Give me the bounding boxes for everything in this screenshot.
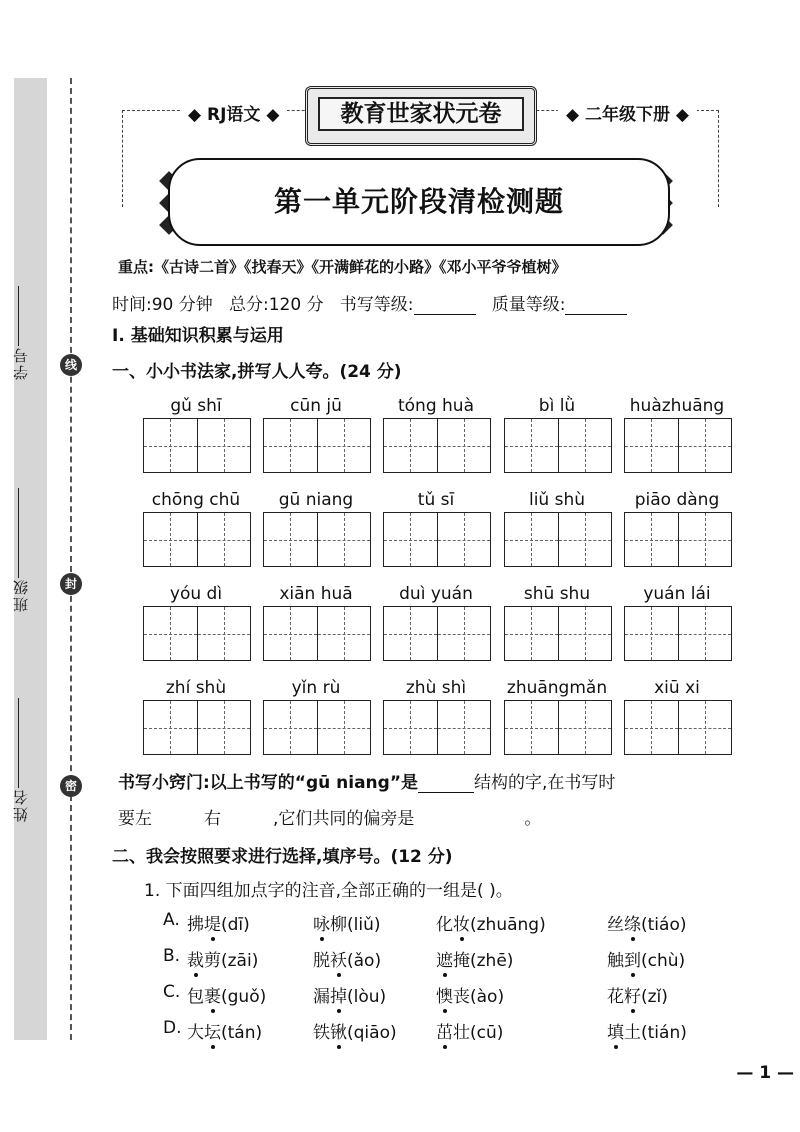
tianzige-cell[interactable]	[264, 607, 318, 660]
word-char: 漏	[313, 987, 330, 1007]
writing-box[interactable]	[383, 700, 491, 755]
radical-blank[interactable]	[414, 811, 524, 829]
option-word	[436, 946, 513, 971]
pinyin-label: duì yuán	[399, 584, 473, 604]
tianzige-cell[interactable]	[438, 419, 491, 472]
dotted-char: 遮	[436, 946, 453, 971]
tianzige-cell[interactable]	[679, 513, 732, 566]
word-char: 脱	[313, 951, 330, 971]
name-label: 姓名	[12, 788, 30, 822]
subject-tag: ◆ RJ语文 ◆	[180, 100, 287, 125]
pinyin-label: shū shu	[523, 584, 591, 604]
tianzige-cell[interactable]	[679, 701, 732, 754]
pinyin-annotation: (chù)	[641, 951, 686, 971]
tianzige-cell[interactable]	[198, 607, 251, 660]
tianzige-cell[interactable]	[264, 513, 318, 566]
writing-box[interactable]	[383, 512, 491, 567]
student-id-label: 学号	[12, 346, 30, 380]
writing-box[interactable]	[143, 700, 251, 755]
pinyin-label: bì lǜ	[538, 396, 576, 416]
word-char: 触	[607, 951, 624, 971]
writing-box[interactable]	[624, 606, 732, 661]
word-char: 柳	[330, 915, 347, 935]
tianzige-cell[interactable]	[625, 513, 679, 566]
pinyin-label: zhí shù	[165, 678, 227, 698]
tianzige-cell[interactable]	[198, 513, 251, 566]
option-word	[187, 1018, 262, 1043]
tianzige-cell[interactable]	[505, 513, 559, 566]
pinyin-annotation: (cū)	[470, 1023, 504, 1043]
tianzige-cell[interactable]	[318, 513, 371, 566]
tip-text-1: 书写小窍门:以上书写的“gū niang”是	[118, 773, 419, 793]
tianzige-cell[interactable]	[438, 701, 491, 754]
writing-box[interactable]	[504, 700, 612, 755]
q1-title: 一、小小书法家,拼写人人夸。(24 分)	[112, 362, 402, 382]
quality-grade-blank[interactable]	[565, 296, 627, 315]
pinyin-annotation: (ào)	[470, 987, 505, 1007]
tianzige-cell[interactable]	[438, 607, 491, 660]
writing-box[interactable]	[143, 606, 251, 661]
pinyin-annotation: (tián)	[641, 1023, 687, 1043]
pinyin-label: liǔ shù	[528, 490, 586, 510]
tianzige-cell[interactable]	[384, 513, 438, 566]
pinyin-label: piāo dàng	[634, 490, 720, 510]
option-word	[436, 1018, 503, 1043]
subject-label: RJ语文	[207, 105, 261, 125]
dotted-char: 籽	[624, 982, 641, 1007]
pinyin-annotation: (zǐ)	[641, 987, 668, 1007]
tianzige-cell[interactable]	[438, 513, 491, 566]
option-word	[187, 982, 266, 1007]
writing-box[interactable]	[504, 606, 612, 661]
pinyin-label: cūn jū	[290, 396, 342, 416]
tianzige-cell[interactable]	[384, 419, 438, 472]
tip-text-1-end: 结构的字,在书写时	[474, 773, 616, 793]
option-word	[313, 982, 386, 1007]
time-text: 时间:90 分钟	[112, 295, 213, 315]
word-char: 花	[607, 987, 624, 1007]
word-char: 剪	[204, 951, 221, 971]
option-label: A.	[163, 910, 180, 930]
dotted-char: 袄	[330, 946, 347, 971]
option-label: D.	[163, 1018, 182, 1038]
option-word	[607, 1018, 687, 1043]
word-char: 铁	[313, 1023, 330, 1043]
word-char: 壮	[453, 1023, 470, 1043]
writing-box[interactable]	[263, 606, 371, 661]
tianzige-cell[interactable]	[559, 607, 612, 660]
pinyin-label: huàzhuāng	[629, 396, 725, 416]
option-word	[607, 982, 668, 1007]
tip-text-2a: 要左	[118, 809, 152, 829]
option-word	[313, 1018, 397, 1043]
tianzige-cell[interactable]	[318, 419, 371, 472]
structure-blank[interactable]	[418, 774, 474, 793]
tianzige-cell[interactable]	[384, 607, 438, 660]
grade-tag: ◆ 二年级下册 ◆	[558, 100, 697, 125]
pinyin-annotation: (zhē)	[470, 951, 514, 971]
pinyin-annotation: (dī)	[221, 915, 250, 935]
option-word	[187, 910, 250, 935]
pinyin-annotation: (liǔ)	[347, 915, 381, 935]
tianzige-cell[interactable]	[144, 701, 198, 754]
pinyin-annotation: (zāi)	[221, 951, 259, 971]
word-char: 拂	[187, 915, 204, 935]
dotted-char: 坛	[204, 1018, 221, 1043]
cut-line	[70, 78, 72, 1040]
q2-title: 二、我会按照要求进行选择,填序号。(12 分)	[112, 847, 453, 867]
writing-box[interactable]	[624, 512, 732, 567]
pinyin-annotation: (ǎo)	[347, 951, 382, 971]
writing-box[interactable]	[263, 418, 371, 473]
pinyin-label: yuán lái	[643, 584, 711, 604]
tip-line-2	[118, 804, 541, 829]
pinyin-annotation: (qiāo)	[347, 1023, 397, 1043]
left-blank[interactable]	[152, 811, 204, 829]
pinyin-annotation: (guǒ)	[221, 987, 267, 1007]
option-label: C.	[163, 982, 181, 1002]
dotted-char: 妆	[453, 910, 470, 935]
tip-text-2b: 右	[204, 809, 221, 829]
q2-sub1: 1. 下面四组加点字的注音,全部正确的一组是( )。	[144, 881, 513, 901]
tianzige-cell[interactable]	[559, 419, 612, 472]
tianzige-cell[interactable]	[198, 419, 251, 472]
tianzige-cell[interactable]	[318, 701, 371, 754]
word-char: 丝	[607, 915, 624, 935]
writing-grade-blank[interactable]	[414, 296, 476, 315]
option-word	[607, 910, 686, 935]
writing-box[interactable]	[143, 418, 251, 473]
seal-seal: 封	[60, 573, 82, 595]
dotted-char: 咏	[313, 910, 330, 935]
tianzige-cell[interactable]	[144, 607, 198, 660]
tianzige-cell[interactable]	[264, 701, 318, 754]
writing-box[interactable]	[504, 418, 612, 473]
option-word	[607, 946, 685, 971]
tip-text-2-end: 。	[524, 809, 542, 829]
tianzige-cell[interactable]	[679, 607, 732, 660]
tianzige-cell[interactable]	[198, 701, 251, 754]
word-char: 大	[187, 1023, 204, 1043]
word-char: 化	[436, 915, 453, 935]
pinyin-label: tǔ sī	[417, 490, 455, 510]
right-blank[interactable]	[221, 811, 273, 829]
tianzige-cell[interactable]	[318, 607, 371, 660]
word-char: 丧	[453, 987, 470, 1007]
pinyin-annotation: (tán)	[221, 1023, 263, 1043]
seal-line: 线	[60, 354, 82, 376]
dotted-char: 裹	[204, 982, 221, 1007]
brand-banner	[305, 86, 537, 146]
pinyin-annotation: (tiáo)	[641, 915, 687, 935]
tianzige-cell[interactable]	[264, 419, 318, 472]
page-title: 第一单元阶段清检测题	[273, 185, 564, 218]
pinyin-label: yǐn rù	[291, 678, 341, 698]
tianzige-cell[interactable]	[144, 419, 198, 472]
option-label: B.	[163, 946, 181, 966]
student-id-field[interactable]	[10, 258, 50, 408]
class-field[interactable]	[10, 470, 50, 630]
tianzige-cell[interactable]	[679, 419, 732, 472]
tianzige-cell[interactable]	[559, 701, 612, 754]
dotted-char: 掉	[330, 982, 347, 1007]
pinyin-label: xiān huā	[279, 584, 353, 604]
tianzige-cell[interactable]	[144, 513, 198, 566]
pinyin-annotation: (lòu)	[347, 987, 387, 1007]
tianzige-cell[interactable]	[505, 419, 559, 472]
pinyin-annotation: (zhuāng)	[470, 915, 546, 935]
seal-secret: 密	[60, 775, 82, 797]
name-field[interactable]	[10, 680, 50, 840]
dotted-char: 堤	[204, 910, 221, 935]
part-heading: Ⅰ. 基础知识积累与运用	[112, 326, 284, 346]
dotted-char: 裁	[187, 946, 204, 971]
option-word	[436, 982, 504, 1007]
focus-line: 重点:《古诗二首》《找春天》《开满鲜花的小路》《邓小平爷爷植树》	[118, 258, 567, 276]
quality-grade-label: 质量等级:	[491, 295, 566, 315]
score-text: 总分:120 分	[228, 295, 324, 315]
writing-box[interactable]	[383, 418, 491, 473]
word-char: 包	[187, 987, 204, 1007]
pinyin-label: yóu dì	[169, 584, 223, 604]
tianzige-cell[interactable]	[625, 607, 679, 660]
option-word	[313, 910, 381, 935]
tianzige-cell[interactable]	[505, 701, 559, 754]
pinyin-label: zhù shì	[405, 678, 467, 698]
brand-text: 教育世家状元卷	[318, 97, 524, 131]
tianzige-cell[interactable]	[384, 701, 438, 754]
tianzige-cell[interactable]	[625, 701, 679, 754]
pinyin-label: gǔ shī	[170, 396, 222, 416]
dotted-char: 到	[624, 946, 641, 971]
option-word	[436, 910, 546, 935]
option-word	[313, 946, 381, 971]
dotted-char: 懊	[436, 982, 453, 1007]
pinyin-label: xiū xi	[654, 678, 700, 698]
writing-box[interactable]	[143, 512, 251, 567]
option-word	[187, 946, 258, 971]
dotted-char: 锹	[330, 1018, 347, 1043]
writing-box[interactable]	[624, 418, 732, 473]
dotted-char: 茁	[436, 1018, 453, 1043]
word-char: 土	[624, 1023, 641, 1043]
pinyin-label: chōng chū	[151, 490, 241, 510]
pinyin-label: tóng huà	[397, 396, 474, 416]
word-char: 掩	[453, 951, 470, 971]
exam-meta	[112, 290, 627, 315]
pinyin-label: zhuāngmǎn	[506, 678, 608, 698]
dotted-char: 填	[607, 1018, 624, 1043]
writing-box[interactable]	[504, 512, 612, 567]
writing-box[interactable]	[263, 700, 371, 755]
writing-box[interactable]	[383, 606, 491, 661]
tianzige-cell[interactable]	[559, 513, 612, 566]
writing-box[interactable]	[263, 512, 371, 567]
writing-grade-label: 书写等级:	[339, 295, 414, 315]
page-number: — 1 —	[736, 1063, 794, 1083]
tianzige-cell[interactable]	[505, 607, 559, 660]
title-box	[168, 158, 670, 246]
tianzige-cell[interactable]	[625, 419, 679, 472]
dotted-char: 绦	[624, 910, 641, 935]
pinyin-label: gū niang	[278, 490, 354, 510]
tip-text-2c: ,它们共同的偏旁是	[273, 809, 415, 829]
class-label: 班级	[12, 578, 30, 612]
tip-line-1	[118, 768, 615, 793]
grade-label: 二年级下册	[585, 105, 670, 125]
writing-box[interactable]	[624, 700, 732, 755]
